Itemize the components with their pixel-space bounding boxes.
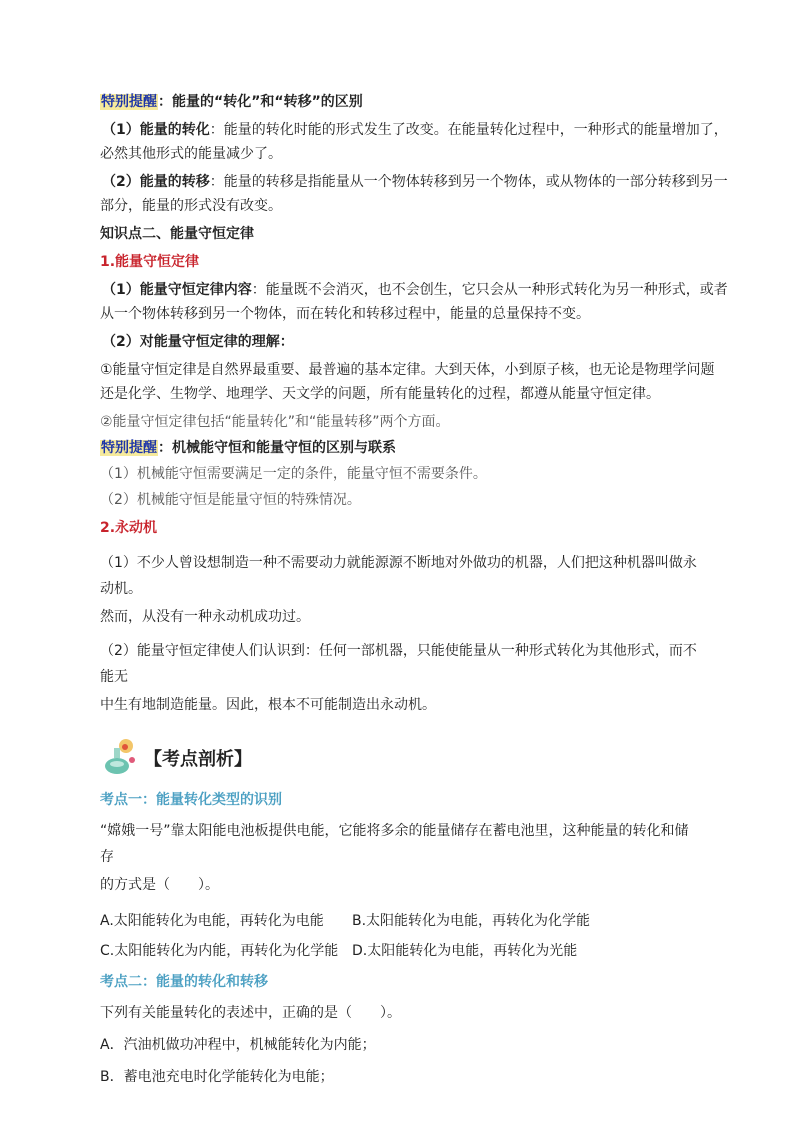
tip-line: 特别提醒：能量的“转化”和“转移”的区别 — [101, 94, 363, 110]
subheading-conservation: 1.能量守恒定律 — [100, 254, 200, 270]
conversion-para: （1）能量的转化：能量的转化时能的形式发生了改变。在能量转化过程中，一种形式的能量增加了， — [102, 122, 728, 138]
tip2-item-1: （1）机械能守恒需要满足一定的条件，能量守恒不需要条件。 — [100, 466, 487, 482]
point2-option-b[interactable]: B．蓄电池充电时化学能转化为电能； — [100, 1069, 334, 1085]
option-d[interactable]: D.太阳能转化为电能，再转化为光能 — [352, 943, 578, 959]
perpetual-para-1: （1）不少人曾设想制造一种不需要动力就能源源不断地对外做功的机器，人们把这种机器叫做永动机。 — [100, 555, 697, 597]
option-c[interactable]: C.太阳能转化为内能，再转化为化学能 — [100, 943, 339, 959]
law-content-cont: 从一个物体转移到另一个物体，而在转化和转移过程中，能量的总量保持不变。 — [100, 306, 590, 322]
perpetual-para-1-cont: 然而，从没有一种永动机成功过。 — [100, 609, 310, 625]
perpetual-para-2-cont: 中生有地制造能量。因此，根本不可能制造出永动机。 — [100, 697, 436, 713]
law-understanding-2: ②能量守恒定律包括“能量转化”和“能量转移”两个方面。 — [100, 414, 450, 430]
point2-option-a[interactable]: A．汽油机做功冲程中，机械能转化为内能； — [100, 1037, 376, 1053]
option-a[interactable]: A.太阳能转化为电能，再转化为电能 — [100, 913, 324, 929]
point2-title: 考点二：能量的转化和转移 — [100, 974, 268, 990]
transfer-para-cont: 部分，能量的形式没有改变。 — [100, 198, 282, 214]
point1-title: 考点一：能量转化类型的识别 — [100, 792, 282, 808]
conversion-para-cont: 必然其他形式的能量减少了。 — [100, 146, 282, 162]
point1-options-row1 — [100, 908, 700, 934]
law-understanding-label: （2）对能量守恒定律的理解： — [102, 334, 294, 350]
point1-options-row2 — [100, 938, 700, 964]
subheading-perpetual: 2.永动机 — [100, 520, 158, 536]
section-heading: 知识点二、能量守恒定律 — [100, 226, 254, 242]
lab-flask-icon — [100, 736, 140, 780]
point1-question-cont: 的方式是（ ）。 — [100, 877, 219, 893]
perpetual-para-2: （2）能量守恒定律使人们认识到：任何一部机器，只能使能量从一种形式转化为其他形式，而不能无 — [100, 643, 697, 685]
tip-label: 特别提醒 — [101, 94, 157, 110]
tip2-item-2: （2）机械能守恒是能量守恒的特殊情况。 — [100, 492, 361, 508]
tip2-line: 特别提醒：机械能守恒和能量守恒的区别与联系 — [101, 440, 396, 456]
point2-question: 下列有关能量转化的表述中，正确的是（ ）。 — [100, 1005, 401, 1021]
law-understanding-1-cont: 还是化学、生物学、地理学、天文学的问题，所有能量转化的过程，都遵从能量守恒定律。 — [100, 386, 660, 402]
law-understanding-1: ①能量守恒定律是自然界最重要、最普遍的基本定律。大到天体，小到原子核，也无论是物理学问题 — [100, 362, 715, 378]
law-content-para: （1）能量守恒定律内容：能量既不会消灭，也不会创生，它只会从一种形式转化为另一种形式，或者 — [102, 282, 728, 298]
option-b[interactable]: B.太阳能转化为电能，再转化为化学能 — [352, 913, 591, 929]
analysis-header — [100, 736, 700, 780]
point1-question: “嫦娥一号”靠太阳能电池板提供电能，它能将多余的能量储存在蓄电池里，这种能量的转化和储存 — [100, 823, 689, 865]
analysis-title: 【考点剖析】 — [144, 749, 252, 770]
transfer-para: （2）能量的转移：能量的转移是指能量从一个物体转移到另一个物体，或从物体的一部分转移到另一 — [102, 174, 728, 190]
document-content — [100, 90, 728, 1090]
